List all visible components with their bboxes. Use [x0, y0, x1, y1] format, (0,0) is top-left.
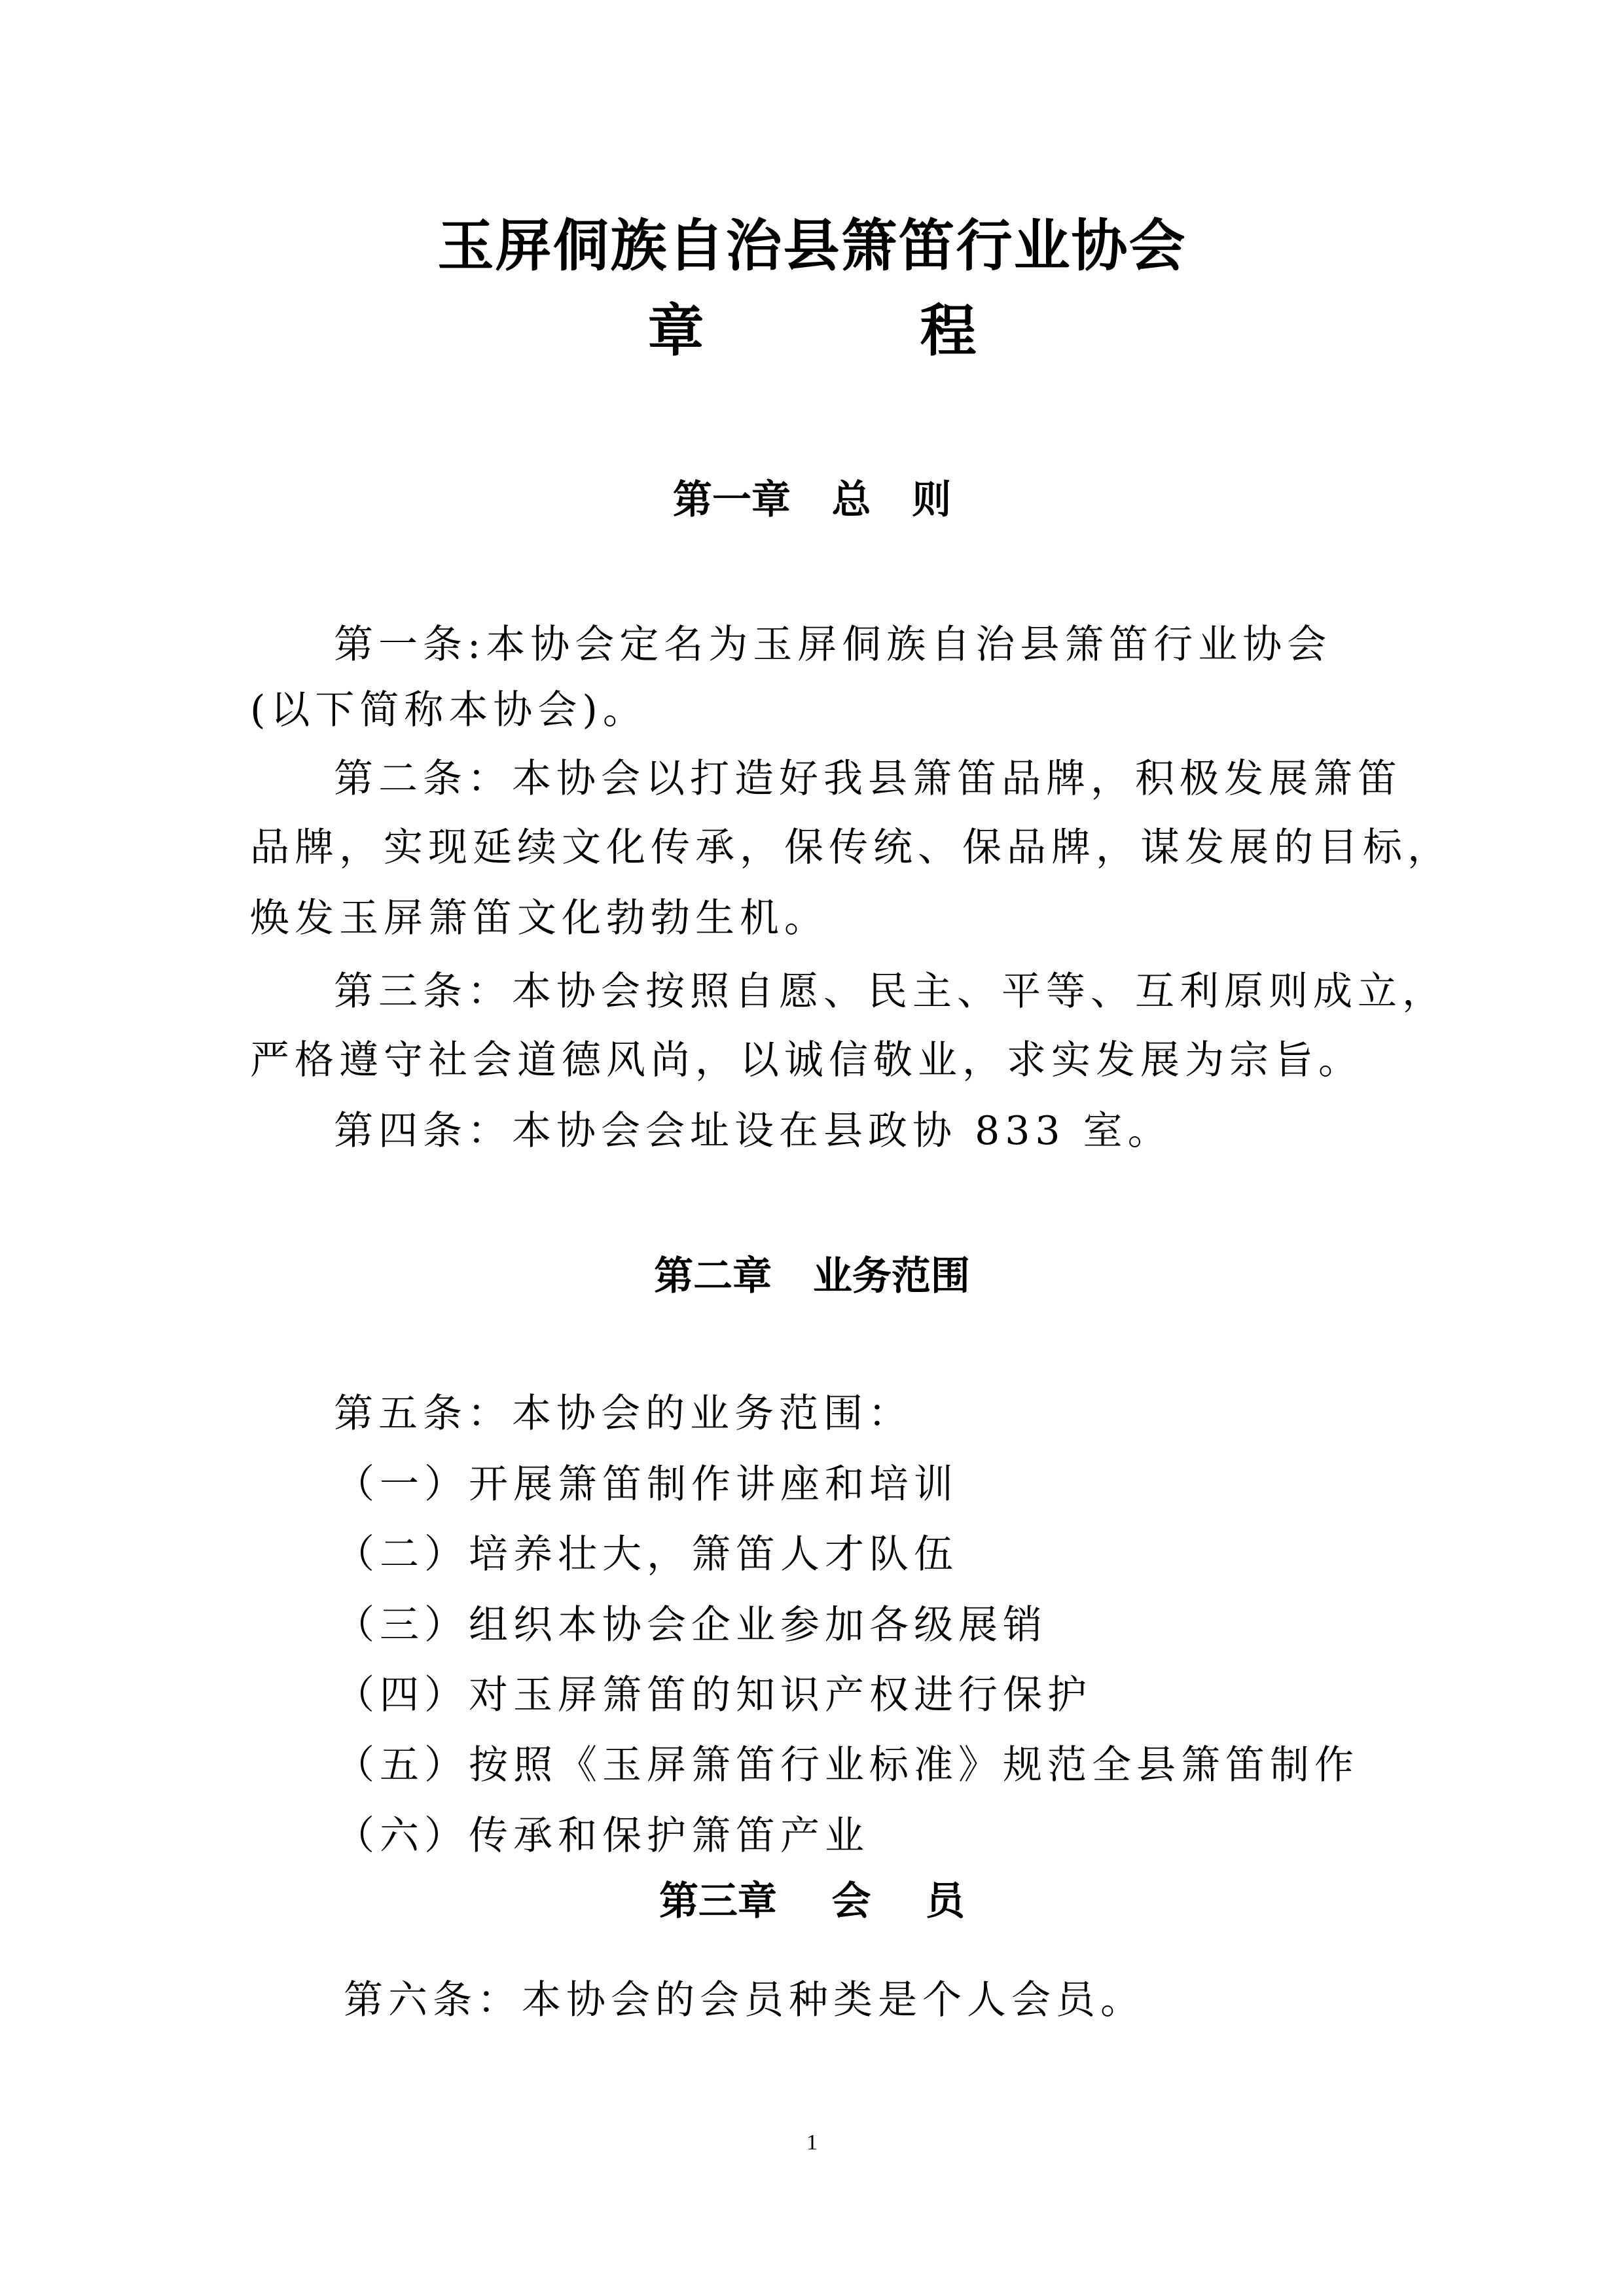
- document-subtitle: 章 程: [647, 298, 1075, 364]
- article-2-line-1: 第二条：本协会以打造好我县箫笛品牌，积极发展箫笛: [334, 756, 1402, 802]
- scope-item-6: （六）传承和保护箫笛产业: [335, 1813, 869, 1859]
- chapter-heading-2: 第二章 业务范围: [654, 1253, 970, 1299]
- article-4: 第四条：本协会会址设在县政协 833 室。: [334, 1108, 1172, 1154]
- scope-item-3: （三）组织本协会企业参加各级展销: [335, 1602, 1047, 1648]
- scope-item-4: （四）对玉屏箫笛的知识产权进行保护: [335, 1672, 1092, 1718]
- scope-item-5: （五）按照《玉屏箫笛行业标准》规范全县箫笛制作: [335, 1742, 1359, 1788]
- article-3-line-2: 严格遵守社会道德风尚，以诚信敬业，求实发展为宗旨。: [250, 1037, 1363, 1083]
- page-number: 1: [806, 2130, 818, 2155]
- chapter-heading-3: 第三章 会 员: [659, 1878, 965, 1924]
- article-6: 第六条：本协会的会员种类是个人会员。: [344, 1977, 1145, 2023]
- article-2-line-2: 品牌，实现延续文化传承，保传统、保品牌，谋发展的目标，: [250, 825, 1452, 870]
- article-1-line-2: (以下简称本协会)。: [250, 687, 647, 733]
- scope-item-1: （一）开展箫笛制作讲座和培训: [335, 1462, 958, 1507]
- scope-item-2: （二）培养壮大，箫笛人才队伍: [335, 1532, 958, 1577]
- article-2-line-3: 焕发玉屏箫笛文化勃勃生机。: [250, 895, 829, 941]
- document-title: 玉屏侗族自治县箫笛行业协会: [437, 213, 1187, 279]
- article-1-line-1: 第一条:本协会定名为玉屏侗族自治县箫笛行业协会: [334, 622, 1332, 668]
- chapter-heading-1: 第一章 总 则: [672, 477, 952, 523]
- article-3-line-1: 第三条：本协会按照自愿、民主、平等、互利原则成立，: [334, 969, 1447, 1014]
- article-5: 第五条：本协会的业务范围：: [334, 1391, 912, 1437]
